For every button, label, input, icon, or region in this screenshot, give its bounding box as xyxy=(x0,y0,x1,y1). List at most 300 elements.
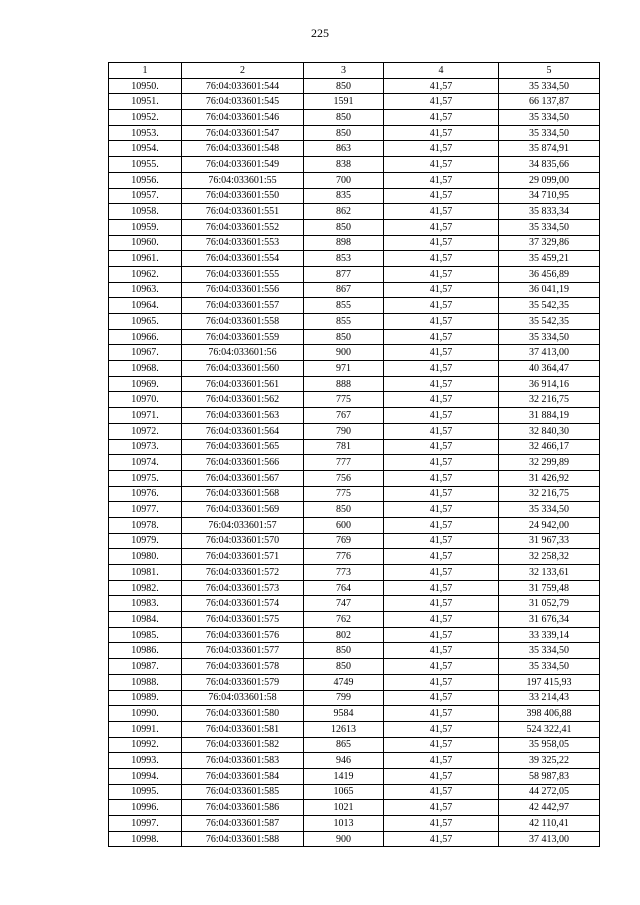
table-cell: 76:04:033601:576 xyxy=(182,627,304,643)
table-row xyxy=(109,721,600,737)
table-cell: 781 xyxy=(304,439,384,455)
table-cell: 41,57 xyxy=(384,392,499,408)
table-cell: 35 334,50 xyxy=(499,125,600,141)
table-cell: 76:04:033601:550 xyxy=(182,188,304,204)
table-cell: 756 xyxy=(304,470,384,486)
table-cell: 10963. xyxy=(109,282,182,298)
table-cell: 41,57 xyxy=(384,612,499,628)
table-row xyxy=(109,235,600,251)
table-cell: 10965. xyxy=(109,314,182,330)
table-cell: 36 041,19 xyxy=(499,282,600,298)
table-cell: 1021 xyxy=(304,800,384,816)
table-cell: 76:04:033601:558 xyxy=(182,314,304,330)
table-cell: 35 334,50 xyxy=(499,643,600,659)
page-number: 225 xyxy=(311,26,329,40)
table-cell: 10977. xyxy=(109,502,182,518)
table-row xyxy=(109,298,600,314)
table-cell: 900 xyxy=(304,345,384,361)
table-row xyxy=(109,455,600,471)
table-row xyxy=(109,251,600,267)
table-cell: 76:04:033601:544 xyxy=(182,78,304,94)
table-cell: 10955. xyxy=(109,157,182,173)
table-cell: 862 xyxy=(304,204,384,220)
table-cell: 776 xyxy=(304,549,384,565)
table-row xyxy=(109,486,600,502)
table-cell: 35 833,34 xyxy=(499,204,600,220)
table-cell: 764 xyxy=(304,580,384,596)
table-row xyxy=(109,110,600,126)
table-cell: 865 xyxy=(304,737,384,753)
table-cell: 76:04:033601:578 xyxy=(182,659,304,675)
table-cell: 32 466,17 xyxy=(499,439,600,455)
table-cell: 33 339,14 xyxy=(499,627,600,643)
table-cell: 41,57 xyxy=(384,219,499,235)
table-cell: 31 759,48 xyxy=(499,580,600,596)
table-cell: 850 xyxy=(304,78,384,94)
table-cell: 76:04:033601:570 xyxy=(182,533,304,549)
table-cell: 524 322,41 xyxy=(499,721,600,737)
table-cell: 66 137,87 xyxy=(499,94,600,110)
table-cell: 41,57 xyxy=(384,408,499,424)
table-cell: 42 442,97 xyxy=(499,800,600,816)
table-cell: 10995. xyxy=(109,784,182,800)
table-cell: 41,57 xyxy=(384,659,499,675)
table-cell: 10976. xyxy=(109,486,182,502)
table-cell: 31 052,79 xyxy=(499,596,600,612)
table-cell: 37 329,86 xyxy=(499,235,600,251)
table-cell: 769 xyxy=(304,533,384,549)
table-cell: 10997. xyxy=(109,816,182,832)
table-row xyxy=(109,831,600,847)
table-cell: 76:04:033601:584 xyxy=(182,768,304,784)
table-cell: 41,57 xyxy=(384,157,499,173)
table-row xyxy=(109,768,600,784)
table-row xyxy=(109,219,600,235)
table-cell: 41,57 xyxy=(384,282,499,298)
table-cell: 41,57 xyxy=(384,502,499,518)
table-cell: 76:04:033601:582 xyxy=(182,737,304,753)
table-cell: 31 676,34 xyxy=(499,612,600,628)
table-cell: 10979. xyxy=(109,533,182,549)
table-cell: 76:04:033601:547 xyxy=(182,125,304,141)
table-cell: 76:04:033601:588 xyxy=(182,831,304,847)
table-cell: 10992. xyxy=(109,737,182,753)
table-row xyxy=(109,204,600,220)
table-cell: 1591 xyxy=(304,94,384,110)
table-cell: 41,57 xyxy=(384,596,499,612)
table-cell: 31 426,92 xyxy=(499,470,600,486)
table-cell: 850 xyxy=(304,643,384,659)
table-cell: 41,57 xyxy=(384,266,499,282)
table-cell: 41,57 xyxy=(384,831,499,847)
table-cell: 10964. xyxy=(109,298,182,314)
table-cell: 10981. xyxy=(109,565,182,581)
table-cell: 33 214,43 xyxy=(499,690,600,706)
table-cell: 10984. xyxy=(109,612,182,628)
table-cell: 10971. xyxy=(109,408,182,424)
table-cell: 76:04:033601:556 xyxy=(182,282,304,298)
table-cell: 850 xyxy=(304,502,384,518)
table-row xyxy=(109,549,600,565)
table-cell: 10988. xyxy=(109,674,182,690)
table-row xyxy=(109,188,600,204)
table-cell: 76:04:033601:567 xyxy=(182,470,304,486)
table-cell: 1419 xyxy=(304,768,384,784)
table-cell: 762 xyxy=(304,612,384,628)
table-cell: 41,57 xyxy=(384,517,499,533)
table-cell: 747 xyxy=(304,596,384,612)
table-cell: 867 xyxy=(304,282,384,298)
table-cell: 76:04:033601:551 xyxy=(182,204,304,220)
table-cell: 10958. xyxy=(109,204,182,220)
column-header: 2 xyxy=(182,63,304,79)
table-cell: 41,57 xyxy=(384,361,499,377)
table-cell: 10959. xyxy=(109,219,182,235)
table-cell: 32 216,75 xyxy=(499,392,600,408)
table-row xyxy=(109,816,600,832)
table-row xyxy=(109,282,600,298)
table-cell: 40 364,47 xyxy=(499,361,600,377)
table-cell: 34 835,66 xyxy=(499,157,600,173)
table-cell: 41,57 xyxy=(384,643,499,659)
table-cell: 41,57 xyxy=(384,423,499,439)
table-cell: 35 334,50 xyxy=(499,659,600,675)
table-cell: 76:04:033601:572 xyxy=(182,565,304,581)
table-cell: 10950. xyxy=(109,78,182,94)
table-cell: 10957. xyxy=(109,188,182,204)
table-cell: 775 xyxy=(304,392,384,408)
table-cell: 76:04:033601:585 xyxy=(182,784,304,800)
table-cell: 10952. xyxy=(109,110,182,126)
table-cell: 31 884,19 xyxy=(499,408,600,424)
table-row xyxy=(109,361,600,377)
table-row xyxy=(109,423,600,439)
table-cell: 888 xyxy=(304,376,384,392)
table-cell: 32 133,61 xyxy=(499,565,600,581)
table-row xyxy=(109,439,600,455)
table-cell: 10960. xyxy=(109,235,182,251)
table-cell: 32 258,32 xyxy=(499,549,600,565)
table-cell: 41,57 xyxy=(384,314,499,330)
table-cell: 855 xyxy=(304,314,384,330)
table-cell: 971 xyxy=(304,361,384,377)
table-row xyxy=(109,408,600,424)
table-cell: 898 xyxy=(304,235,384,251)
table-cell: 850 xyxy=(304,125,384,141)
table-cell: 850 xyxy=(304,329,384,345)
table-cell: 700 xyxy=(304,172,384,188)
table-cell: 41,57 xyxy=(384,706,499,722)
table-cell: 76:04:033601:560 xyxy=(182,361,304,377)
table-cell: 29 099,00 xyxy=(499,172,600,188)
table-cell: 76:04:033601:586 xyxy=(182,800,304,816)
table-cell: 24 942,00 xyxy=(499,517,600,533)
column-header: 5 xyxy=(499,63,600,79)
table-cell: 76:04:033601:579 xyxy=(182,674,304,690)
table-cell: 76:04:033601:555 xyxy=(182,266,304,282)
table-cell: 41,57 xyxy=(384,800,499,816)
table-cell: 35 334,50 xyxy=(499,219,600,235)
table-cell: 39 325,22 xyxy=(499,753,600,769)
table-cell: 900 xyxy=(304,831,384,847)
table-cell: 41,57 xyxy=(384,533,499,549)
table-cell: 41,57 xyxy=(384,690,499,706)
table-cell: 41,57 xyxy=(384,345,499,361)
table-cell: 850 xyxy=(304,110,384,126)
table-cell: 10986. xyxy=(109,643,182,659)
table-row xyxy=(109,659,600,675)
table-row xyxy=(109,94,600,110)
table-cell: 41,57 xyxy=(384,376,499,392)
table-cell: 76:04:033601:580 xyxy=(182,706,304,722)
table-cell: 76:04:033601:56 xyxy=(182,345,304,361)
table-cell: 10951. xyxy=(109,94,182,110)
table-cell: 41,57 xyxy=(384,486,499,502)
table-cell: 35 542,35 xyxy=(499,298,600,314)
table-cell: 877 xyxy=(304,266,384,282)
table-cell: 41,57 xyxy=(384,549,499,565)
table-cell: 10998. xyxy=(109,831,182,847)
table-cell: 10956. xyxy=(109,172,182,188)
table-cell: 35 334,50 xyxy=(499,110,600,126)
table-cell: 76:04:033601:583 xyxy=(182,753,304,769)
table-cell: 10991. xyxy=(109,721,182,737)
table-cell: 10982. xyxy=(109,580,182,596)
table-cell: 76:04:033601:552 xyxy=(182,219,304,235)
table-cell: 41,57 xyxy=(384,580,499,596)
table-cell: 41,57 xyxy=(384,674,499,690)
table-row xyxy=(109,753,600,769)
table-cell: 12613 xyxy=(304,721,384,737)
table-cell: 35 459,21 xyxy=(499,251,600,267)
table-cell: 76:04:033601:569 xyxy=(182,502,304,518)
table-cell: 76:04:033601:557 xyxy=(182,298,304,314)
table-cell: 35 334,50 xyxy=(499,329,600,345)
table-cell: 863 xyxy=(304,141,384,157)
table-row xyxy=(109,266,600,282)
table-cell: 600 xyxy=(304,517,384,533)
column-header: 3 xyxy=(304,63,384,79)
table-cell: 41,57 xyxy=(384,768,499,784)
table-cell: 41,57 xyxy=(384,784,499,800)
table-cell: 41,57 xyxy=(384,721,499,737)
table-cell: 44 272,05 xyxy=(499,784,600,800)
table-cell: 34 710,95 xyxy=(499,188,600,204)
table-cell: 32 216,75 xyxy=(499,486,600,502)
table-cell: 197 415,93 xyxy=(499,674,600,690)
table-cell: 41,57 xyxy=(384,94,499,110)
table-cell: 838 xyxy=(304,157,384,173)
table-cell: 10990. xyxy=(109,706,182,722)
table-cell: 76:04:033601:575 xyxy=(182,612,304,628)
table-cell: 4749 xyxy=(304,674,384,690)
table-cell: 41,57 xyxy=(384,565,499,581)
table-cell: 41,57 xyxy=(384,753,499,769)
table-row xyxy=(109,141,600,157)
table-row xyxy=(109,78,600,94)
table-cell: 41,57 xyxy=(384,172,499,188)
table-cell: 41,57 xyxy=(384,439,499,455)
table-row xyxy=(109,172,600,188)
table-cell: 76:04:033601:548 xyxy=(182,141,304,157)
table-row xyxy=(109,565,600,581)
table-cell: 35 334,50 xyxy=(499,78,600,94)
table-cell: 41,57 xyxy=(384,204,499,220)
table-row xyxy=(109,125,600,141)
table-cell: 76:04:033601:58 xyxy=(182,690,304,706)
table-cell: 10972. xyxy=(109,423,182,439)
table-cell: 790 xyxy=(304,423,384,439)
table-cell: 35 542,35 xyxy=(499,314,600,330)
table-cell: 58 987,83 xyxy=(499,768,600,784)
table-cell: 10987. xyxy=(109,659,182,675)
table-cell: 946 xyxy=(304,753,384,769)
table-row xyxy=(109,392,600,408)
table-cell: 10973. xyxy=(109,439,182,455)
table-cell: 76:04:033601:563 xyxy=(182,408,304,424)
table-row xyxy=(109,596,600,612)
table-cell: 10980. xyxy=(109,549,182,565)
table-cell: 1065 xyxy=(304,784,384,800)
table-cell: 42 110,41 xyxy=(499,816,600,832)
table-cell: 850 xyxy=(304,659,384,675)
table-cell: 10985. xyxy=(109,627,182,643)
table-cell: 36 456,89 xyxy=(499,266,600,282)
table-row xyxy=(109,737,600,753)
table-cell: 76:04:033601:57 xyxy=(182,517,304,533)
table-row xyxy=(109,157,600,173)
table-cell: 41,57 xyxy=(384,251,499,267)
table-row xyxy=(109,329,600,345)
table-cell: 76:04:033601:55 xyxy=(182,172,304,188)
table-cell: 76:04:033601:574 xyxy=(182,596,304,612)
column-header: 1 xyxy=(109,63,182,79)
table-cell: 41,57 xyxy=(384,298,499,314)
table-cell: 10989. xyxy=(109,690,182,706)
table-cell: 76:04:033601:581 xyxy=(182,721,304,737)
table-row xyxy=(109,690,600,706)
table-row xyxy=(109,627,600,643)
column-header: 4 xyxy=(384,63,499,79)
table-row xyxy=(109,502,600,518)
table-cell: 76:04:033601:549 xyxy=(182,157,304,173)
table-cell: 10966. xyxy=(109,329,182,345)
table-row xyxy=(109,674,600,690)
table-cell: 76:04:033601:571 xyxy=(182,549,304,565)
table-cell: 10993. xyxy=(109,753,182,769)
table-row xyxy=(109,517,600,533)
table-body xyxy=(109,78,600,847)
table-cell: 775 xyxy=(304,486,384,502)
table-cell: 41,57 xyxy=(384,329,499,345)
table-cell: 76:04:033601:553 xyxy=(182,235,304,251)
table-cell: 37 413,00 xyxy=(499,831,600,847)
table-cell: 41,57 xyxy=(384,125,499,141)
table-cell: 853 xyxy=(304,251,384,267)
table-cell: 802 xyxy=(304,627,384,643)
table-row xyxy=(109,376,600,392)
table-row xyxy=(109,580,600,596)
table-cell: 10962. xyxy=(109,266,182,282)
table-cell: 76:04:033601:573 xyxy=(182,580,304,596)
table-cell: 32 299,89 xyxy=(499,455,600,471)
table-row xyxy=(109,533,600,549)
table-row xyxy=(109,612,600,628)
table-cell: 398 406,88 xyxy=(499,706,600,722)
table-cell: 76:04:033601:565 xyxy=(182,439,304,455)
table-row xyxy=(109,470,600,486)
table-cell: 35 874,91 xyxy=(499,141,600,157)
table-cell: 76:04:033601:562 xyxy=(182,392,304,408)
table-cell: 10953. xyxy=(109,125,182,141)
table-cell: 41,57 xyxy=(384,78,499,94)
table-cell: 41,57 xyxy=(384,235,499,251)
table-cell: 76:04:033601:561 xyxy=(182,376,304,392)
table-cell: 76:04:033601:566 xyxy=(182,455,304,471)
table-cell: 773 xyxy=(304,565,384,581)
table-cell: 855 xyxy=(304,298,384,314)
table-cell: 10974. xyxy=(109,455,182,471)
cadastral-table xyxy=(108,62,600,847)
table-cell: 76:04:033601:559 xyxy=(182,329,304,345)
table-cell: 10961. xyxy=(109,251,182,267)
table-cell: 76:04:033601:545 xyxy=(182,94,304,110)
table-cell: 76:04:033601:546 xyxy=(182,110,304,126)
table-cell: 10967. xyxy=(109,345,182,361)
table-row xyxy=(109,800,600,816)
table-cell: 41,57 xyxy=(384,627,499,643)
table-cell: 10969. xyxy=(109,376,182,392)
table-cell: 76:04:033601:554 xyxy=(182,251,304,267)
table-cell: 41,57 xyxy=(384,110,499,126)
table-cell: 1013 xyxy=(304,816,384,832)
table-row xyxy=(109,314,600,330)
table-cell: 10994. xyxy=(109,768,182,784)
table-cell: 41,57 xyxy=(384,141,499,157)
table-row xyxy=(109,706,600,722)
table-cell: 10983. xyxy=(109,596,182,612)
table-cell: 767 xyxy=(304,408,384,424)
table-cell: 835 xyxy=(304,188,384,204)
table-cell: 76:04:033601:568 xyxy=(182,486,304,502)
table-cell: 799 xyxy=(304,690,384,706)
table-header-row xyxy=(109,63,600,79)
table-cell: 76:04:033601:564 xyxy=(182,423,304,439)
table-cell: 37 413,00 xyxy=(499,345,600,361)
table-row xyxy=(109,784,600,800)
table-cell: 777 xyxy=(304,455,384,471)
table-cell: 10975. xyxy=(109,470,182,486)
table-cell: 10978. xyxy=(109,517,182,533)
table-row xyxy=(109,345,600,361)
table-cell: 36 914,16 xyxy=(499,376,600,392)
table-cell: 10968. xyxy=(109,361,182,377)
table-cell: 76:04:033601:577 xyxy=(182,643,304,659)
table-cell: 32 840,30 xyxy=(499,423,600,439)
table-row xyxy=(109,643,600,659)
table-cell: 10954. xyxy=(109,141,182,157)
table-cell: 850 xyxy=(304,219,384,235)
table-cell: 10996. xyxy=(109,800,182,816)
table-cell: 41,57 xyxy=(384,188,499,204)
table-cell: 41,57 xyxy=(384,737,499,753)
table-cell: 9584 xyxy=(304,706,384,722)
table-cell: 76:04:033601:587 xyxy=(182,816,304,832)
table-cell: 35 334,50 xyxy=(499,502,600,518)
table-cell: 10970. xyxy=(109,392,182,408)
table-cell: 31 967,33 xyxy=(499,533,600,549)
table-cell: 41,57 xyxy=(384,455,499,471)
